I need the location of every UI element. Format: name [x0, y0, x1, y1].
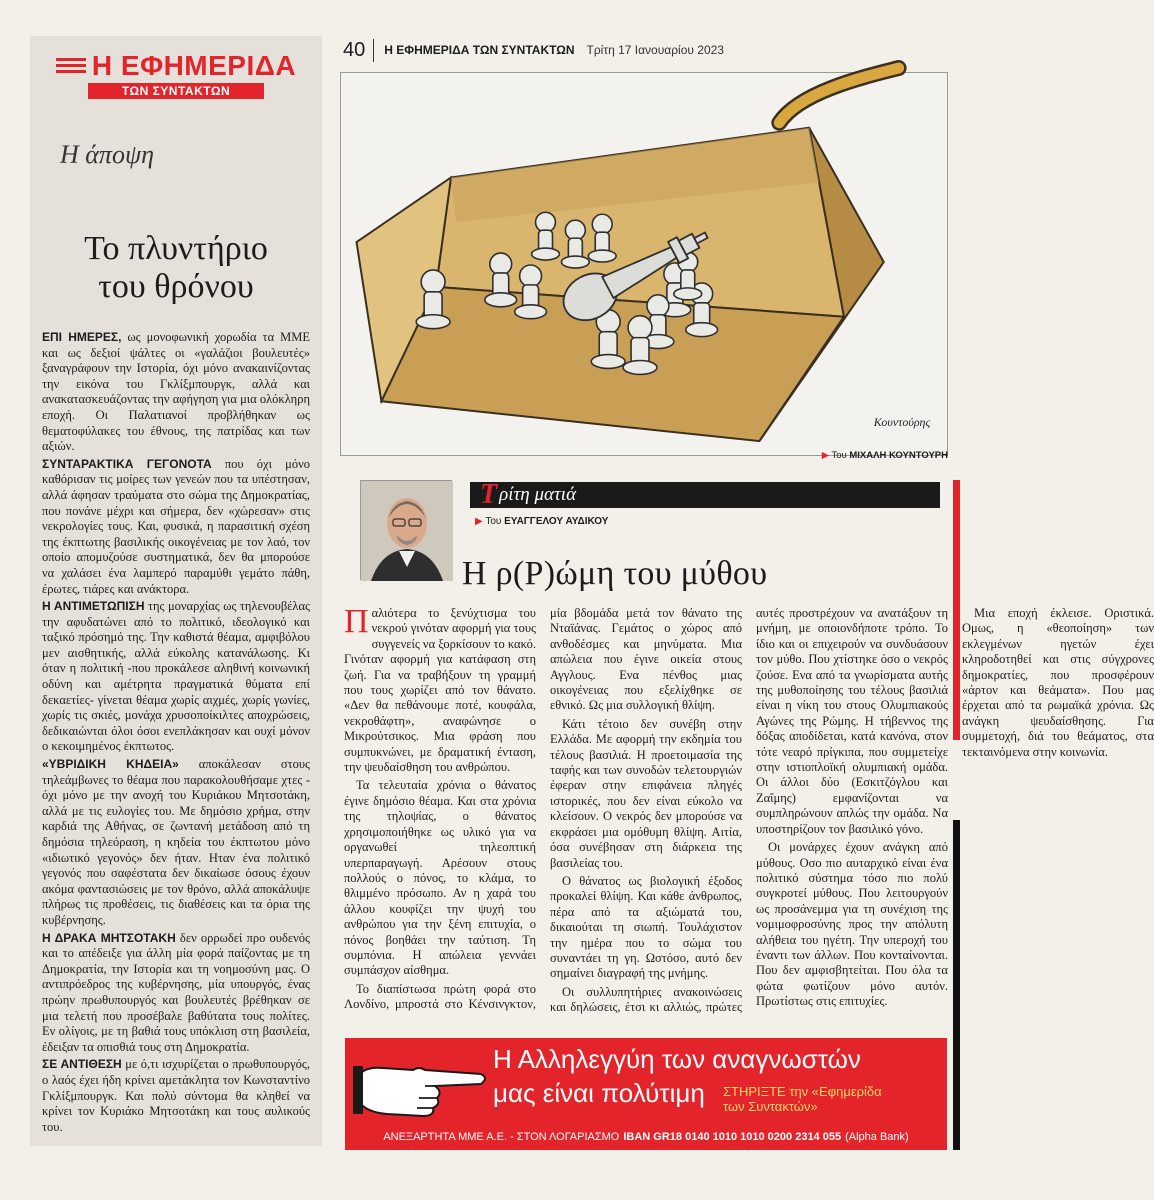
ad-subtitle: μας είναι πολύτιμη: [493, 1078, 705, 1108]
section-label: Η άποψη: [60, 140, 154, 169]
opinion-title: Το πλυντήριο του θρόνου: [84, 230, 268, 305]
article-body: [344, 603, 1154, 1016]
cartoon-credit: ▶ Του ΜΙΧΑΛΗ ΚΟΥΝΤΟΥΡΗ: [821, 450, 948, 461]
ad-account-info: ΑΝΕΞΑΡΤΗΤΑ ΜΜΕ Α.Ε. - ΣΤΟΝ ΛΟΓΑΡΙΑΣΜΟ IBAN GR18 0140 1010 1010 0200 2314 055 (Alpha Bank): [383, 1131, 909, 1143]
article-paragraph: Τα τελευταία χρόνια ο θάνατος έγινε δημόσιο θέαμα. Και στα χρόνια της τηλοψίας, ο θάνατος χρησιμοποιήθηκε ως υλικό για να οργανωθεί τηλεοπτική υπερπαραγωγή. Αρέσουν στους πολλούς ο πόνος, το κλάμα, το θλιμμένο πρόσωπο. Αν η χαρά του άλλου κουφίζει την ψυχή του ανθρώπου για την ξένη επιτυχία, ο πόνος βοηθάει την ταύτιση. Τη συμπόνια. Η απώλεια γεννάει συμπάσχον αίσθημα.: [344, 778, 536, 978]
opinion-paragraph: ΕΠΙ ΗΜΕΡΕΣ, ως μονοφωνική χορωδία τα ΜΜΕ και ως δεξιοί ψάλτες οι «γαλάζιοι βουλευτές» ξαναγράφουν την Ιστορία, όχι μόνο ανακαινίζοντας την εικόνα του Γκλίξμπουργκ, αλλά και ανακατασκευάζοντας την αφήγηση για μια ολόκληρη εποχή. Οι Παλατιανοί προβλήθηκαν ως θεματοφύλακες του έθνους, της πατρίδας και των αξιών.: [42, 330, 311, 454]
cartoon-chess-box-illustration: [341, 73, 947, 455]
article-paragraph: Μια εποχή έκλεισε. Οριστικά. Ομως, η «θεοποίηση» των εκλεγμένων ηγετών έχει κληροδοτηθεί και στις σύγχρονες δημοκρατίες, που προσφέρουν «άρτον και θεάματα». Που μας έρχεται από τα ρωμαϊκά χρόνια. Ως ανάγκη ψευδαίσθησης. Για συμμετοχή, διά του θεάματος, στα τεκταινόμενα στην κοινωνία.: [962, 606, 1154, 759]
logo-speed-lines-icon: [56, 58, 86, 74]
article-title: Η ρ(Ρ)ώμη του μύθου: [462, 555, 768, 592]
ad-iban: IBAN GR18 0140 1010 1010 0200 2314 055: [623, 1131, 842, 1143]
page-header: [343, 38, 948, 62]
opinion-paragraph: «ΥΒΡΙΔΙΚΗ ΚΗΔΕΙΑ» αποκάλεσαν στους τηλεάμβωνες το θέαμα που παρακολουθήσαμε χτες - όχι μόνο με την ανοχή του Κυριάκου Μητσοτάκη, αλλά με τις ευλογίες του. Με δημόσιο χρήμα, στην καρδιά της Αθήνας, σε ζωντανή μετάδοση από τη δημόσια τηλεόραση, η κηδεία του έκπτωτου μόνο «ιδιωτικό γεγονός» δεν ήταν. Ηταν ένα πολιτικό γεγονός που σαφέστατα δεν δικαίωσε όσους έχουν ακόμα φαντασιώσεις με τον θρόνο, αλλά αποκάλυψε πλήρως τις προθέσεις, τις διαθέσεις και τα όρια της κυβέρνησης.: [42, 757, 310, 927]
article-paragraph: Ο θάνατος ως βιολογική έξοδος προκαλεί θλίψη. Και κάθε άνθρωπος, πέρα από τα αξιώματά του, δικαιούται τη σιωπή. Τουλάχιστον την ημέρα που το σώμα του συναντάει τη γη. Ωστόσο, αυτό δεν σημαίνει διαγραφή της μνήμης.: [550, 873, 742, 981]
edge-marker: [953, 820, 960, 1150]
logo-main-text: Η ΕΦΗΜΕΡΙΔΑ: [91, 50, 297, 81]
article-paragraph: Το διαπίστωσα πρώτη φορά στο Λονδίνο, μπροστά στο Κένσινγκτον, μία βδομάδα μετά τον θάνατο της Νταϊάνας. Γεμάτος ο χώρος από ανθοδέσμες και μηνύματα. Μια απώλεια που έγινε οικεία στους Αγγλους. Ενα πένθος μιας οικογένειας που εξελίχθηκε σε εθνικό. Ως μια συλλογική θλίψη.: [344, 606, 742, 1012]
triangle-icon: ▶: [475, 516, 483, 527]
opinion-paragraph: ΣΥΝΤΑΡΑΚΤΙΚΑ ΓΕΓΟΝΟΤΑ που όχι μόνο καθόρισαν τις μοίρες των γενεών που τα υπέστησαν, αλλά άφησαν τραύματα στο σώμα της Δημοκρατίας, που πονάνε μέχρι και σήμερα, δεν «χώρεσαν» στις νεκρολογίες τους. Και, φυσικά, η παρασιτική σχέση της έκπτωτης βασιλικής οικογένειας με τον λαό, τον οποίο απομυζούσε συστηματικά, δεν θα μπορούσε να χαλάσει ένα λαμπερό παραμύθι γεμάτο πάθη, έρωτες, τιάρες και ανάκτορα.: [42, 456, 311, 596]
article-paragraph: Κάτι τέτοιο δεν συνέβη στην Ελλάδα. Με αφορμή την εκδημία του τέλους βασιλιά. Η προετοιμασία της ταφής και των συνοδών τελετουργιών έφεραν στην επιφάνεια πληγές ιστορικές, που δεν είναι εύκολο να κλείσουν. Ο νεκρός δεν μπορούσε να εκφράσει μια ομόθυμη θλίψη. Αιτία, όσα συνέβησαν στη διάρκεια της βασιλείας του.: [550, 716, 742, 870]
cartoon-signature: Κουντούρης: [873, 415, 931, 430]
opinion-paragraph: Η ΑΝΤΙΜΕΤΩΠΙΣΗ της μοναρχίας ως τηλενουβέλας την αφυδατώνει από το πολιτικό, ιδεολογικό και ταξικό πρόσημό της. Την καθιστά θέαμα, αμφιβόλου μεν αισθητικής, αλλά εύκολης κατανάλωσης. Κι όταν η πολιτική -που προκάλεσε αληθινή κοινωνική οδύνη και αμέτρητα πραγματικά θύματα επί δεκαετίες- γίνεται θέαμα χωρίς αιχμές, χωρίς γωνίες, χωρίς τις σκιές, μονάχα χρυσοποίκιλτες αποχρώσεις, δεδικαιώνται όλοι όσοι ενεπλάκησαν και ουχί μόνον ο κεκοιμημένος έκπτωτος.: [42, 599, 310, 754]
opinion-body: [42, 330, 310, 1135]
pointing-hand-icon: [353, 1048, 491, 1126]
drop-cap: Π: [344, 603, 369, 640]
author-portrait: [360, 480, 452, 580]
column-byline: ▶ Του ΕΥΑΓΓΕΛΟΥ ΑΥΔΙΚΟΥ: [475, 516, 609, 527]
header-date: Τρίτη 17 Ιανουαρίου 2023: [586, 43, 724, 57]
triangle-icon: ▶: [821, 450, 830, 461]
opinion-paragraph: ΣΕ ΑΝΤΙΘΕΣΗ με ό,τι ισχυρίζεται ο πρωθυπουργός, ο λαός έχει ήδη κρίνει αμετάκλητα τον Κωνσταντίνο Γκλίξμπουργκ. Και πολύ σύντομα θα κληθεί να κρίνει τον Κυριάκο Μητσοτάκη και τους αυλικούς του.: [42, 1057, 310, 1134]
column-label-initial: Τ: [480, 479, 498, 510]
cartoon: [340, 72, 948, 456]
column-header: [470, 479, 940, 510]
ad-title: Η Αλληλεγγύη των αναγνωστών: [493, 1044, 861, 1074]
edge-marker: [953, 480, 960, 740]
opinion-paragraph: Η ΔΡΑΚΑ ΜΗΤΣΟΤΑΚΗ δεν ορρωδεί προ ουδενός και το απέδειξε για άλλη μία φορά παίζοντας με τη Δημοκρατία, την Ιστορία και τη νοημοσύνη μας. Ο αντιπρόεδρος της κυβέρνησης, μία υπουργός, ένας πρώην πρωθυπουργός και βουλευτές βρέθηκαν σε μια τελετή που προσέβαλε βαθύτατα τους πολίτες. Εν ολίγοις, με τη βαθιά τους υπόκλιση στη βασιλεία, έδειξαν τα οπισθιά τους στη Δημοκρατία.: [42, 930, 310, 1054]
article-paragraph: Οι μονάρχες έχουν ανάγκη από μύθους. Οσο πιο αυταρχικό είναι ένα πολιτικό σύστημα τόσο πιο πολύ συγκροτεί μύθους. Που λειτουργούν ως προσάνεμμα για τη συνέχιση της νομιμοφροσύνης προς την απόλυτη αλήθεια του ηγέτη. Την υπεροχή του έναντι των άλλων. Που κονταίνονται. Που δεν αμφισβητείται. Που όλα τα φώτα φωτίζουν μόνο αυτόν. Πρωτίστως στις επιτυχίες.: [756, 840, 948, 1009]
column-label: ρίτη ματιά: [499, 484, 577, 505]
header-paper-name: Η ΕΦΗΜΕΡΙΔΑ ΤΩΝ ΣΥΝΤΑΚΤΩΝ: [384, 43, 575, 57]
opinion-column: [30, 36, 322, 1146]
article-paragraph: Οι συλλυπητήριες ανακοινώσεις και δηλώσεις, έτσι κι αλλιώς, πρώτες αυτές προστρέχουν να ανατάξουν τη μνήμη, με οποιονδήποτε τρόπο. Το ίδιο και οι επιχειρούν να συνδυάσουν τον μύθο. Που χτίστηκε όσο ο νεκρός ζούσε. Ενα από τα γνωρίσματα αυτής της μυθοποίησης του τέλους βασιλιά είναι η νίκη του στους Ολυμπιακούς Αγώνες της Ρώμης. Η τήβεννος της δόξας αποδίδεται, κατά κανόνα, στον τότε νεαρό πρίγκιπα, που συμμετείχε στην ιστιοπλοϊκή ολυμπιακή ομάδα. Οι άλλοι δύο (Εσκιτζόγλου και Ζαΐμης) εμφανίζονται να συμπληρώνουν απλώς την ομάδα. Να υποστηρίζουν τον βασιλικό γόνο.: [550, 606, 948, 1015]
logo-sub-text: ΤΩΝ ΣΥΝΤΑΚΤΩΝ: [88, 83, 264, 99]
article-paragraph: Παλιότερα το ξενύχτισμα του νεκρού γινόταν αφορμή για τους συγγενείς να ξορκίσουν το κακό. Γινόταν αφορμή για κατάφαση στη ζωή. Για να τραβήξουν τη γραμμή που τους χωρίζει από τον θάνατο. «Δεν θα πεθάνουμε ποτέ, κουφάλα, νεκροθάφτη», αναφώνησε ο Μικρούτσικος. Μια φράση που συμπυκνώνει, με δραματική ένταση, την ψευδαίσθηση του ανθρώπου.: [344, 603, 536, 775]
solidarity-ad: [345, 1038, 947, 1150]
ad-call-to-action: ΣΤΗΡΙΞΤΕ την «Εφημερίδα των Συντακτών»: [723, 1084, 882, 1114]
author-photo: [361, 481, 453, 581]
newspaper-logo: [42, 50, 310, 100]
page-number: 40: [343, 39, 374, 62]
